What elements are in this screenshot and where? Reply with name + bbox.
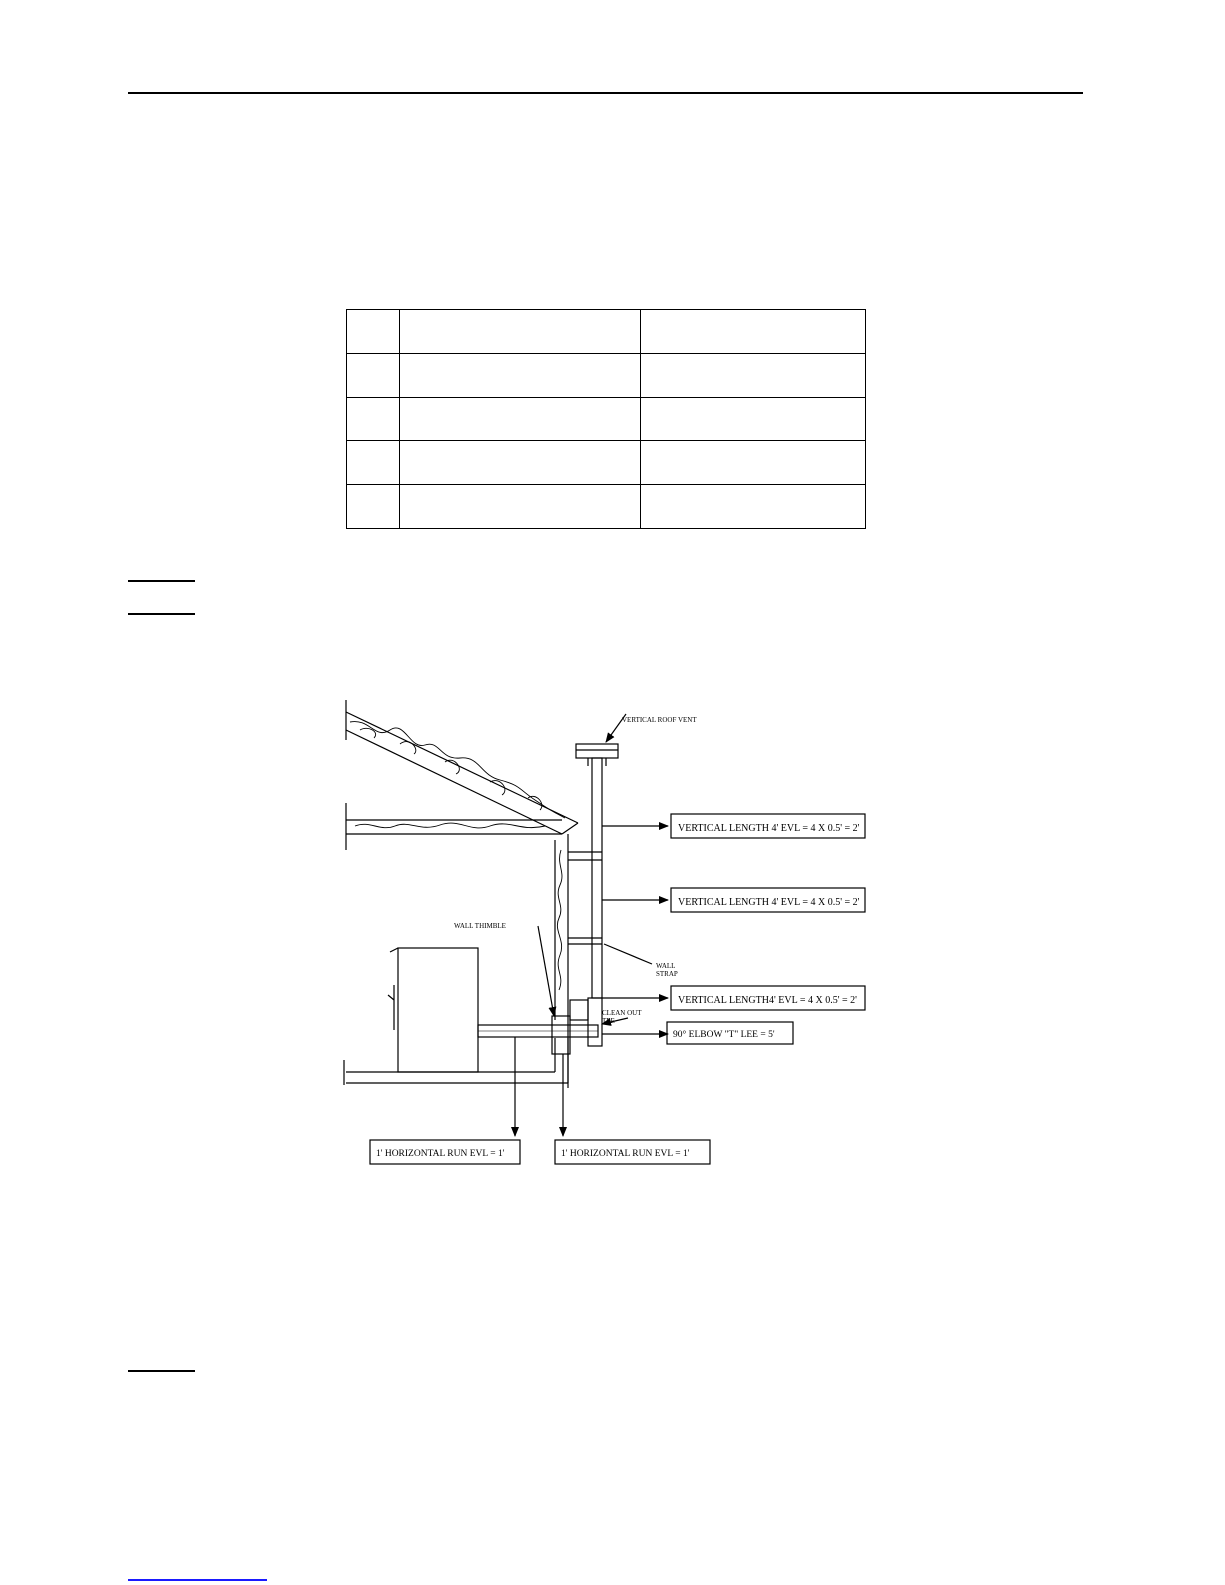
table-cell <box>641 397 866 441</box>
wall-strap-leader <box>604 944 652 964</box>
floor <box>344 1038 568 1085</box>
vertical-3-label: VERTICAL LENGTH4' EVL = 4 X 0.5' = 2' <box>678 995 857 1006</box>
footer-link-underline[interactable] <box>128 1579 267 1581</box>
table-cell <box>641 441 866 485</box>
exterior-wall <box>555 834 568 1088</box>
table-row <box>347 397 866 441</box>
roof-section <box>346 712 578 834</box>
ceiling-section <box>346 700 562 850</box>
clean-out-label: TEE <box>602 1017 615 1025</box>
wall-thimble-leader <box>538 926 554 1016</box>
clean-out-tee <box>570 998 602 1046</box>
horizontal-pipe <box>478 1016 598 1054</box>
short-rule <box>128 1370 195 1372</box>
stove <box>388 948 478 1072</box>
table-row <box>347 485 866 529</box>
table-row <box>347 441 866 485</box>
table-row <box>347 353 866 397</box>
vertical-2-label: VERTICAL LENGTH 4' EVL = 4 X 0.5' = 2' <box>678 897 860 908</box>
table-cell <box>641 353 866 397</box>
table-cell <box>400 397 641 441</box>
table-cell <box>347 310 400 354</box>
wall-strap-label: WALL <box>656 962 676 970</box>
table-cell <box>347 485 400 529</box>
vertical-chimney-pipe <box>568 744 618 998</box>
venting-diagram <box>330 700 880 1180</box>
table-cell <box>347 353 400 397</box>
horizontal-run-2-label: 1' HORIZONTAL RUN EVL = 1' <box>561 1149 690 1159</box>
table-cell <box>400 353 641 397</box>
table-cell <box>400 441 641 485</box>
elbow-label: 90° ELBOW "T" LEE = 5' <box>673 1030 775 1040</box>
short-rule <box>128 613 195 615</box>
clean-out-label: CLEAN OUT <box>602 1009 642 1017</box>
short-rule <box>128 580 195 582</box>
roof-vent-label: VERTICAL ROOF VENT <box>622 716 697 724</box>
table-cell <box>641 310 866 354</box>
horizontal-run-1-label: 1' HORIZONTAL RUN EVL = 1' <box>376 1149 505 1159</box>
header-rule <box>128 92 1083 94</box>
wall-strap-label: STRAP <box>656 970 678 978</box>
empty-table <box>346 309 866 529</box>
vertical-1-label: VERTICAL LENGTH 4' EVL = 4 X 0.5' = 2' <box>678 823 860 834</box>
table-cell <box>400 485 641 529</box>
table-cell <box>347 397 400 441</box>
table-cell <box>400 310 641 354</box>
wall-thimble-label: WALL THIMBLE <box>454 922 506 930</box>
table-cell <box>347 441 400 485</box>
table-row <box>347 310 866 354</box>
table-cell <box>641 485 866 529</box>
